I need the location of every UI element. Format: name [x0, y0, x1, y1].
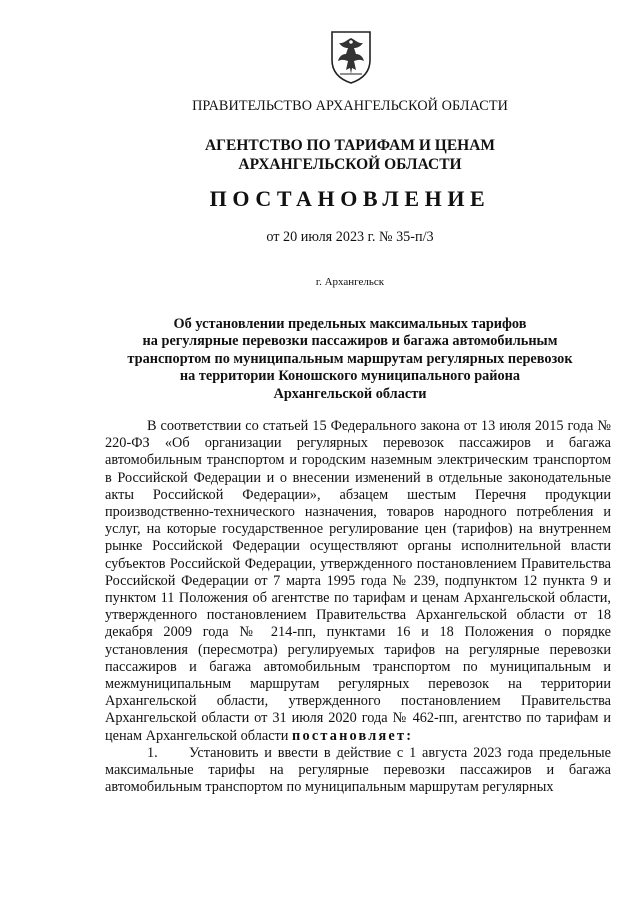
title-line-5: Архангельской области	[273, 385, 427, 402]
document-body	[105, 418, 611, 796]
title-line-4: на территории Коношского муниципального района	[179, 368, 521, 385]
agency-name-line1: АГЕНТСТВО ПО ТАРИФАМ И ЦЕНАМ	[204, 137, 496, 154]
item-1-paragraph	[105, 745, 611, 797]
document-title	[0, 316, 640, 403]
city: г. Архангельск	[315, 276, 385, 288]
document-type: ПОСТАНОВЛЕНИЕ	[209, 186, 491, 211]
date-and-number: от 20 июля 2023 г. № 35-п/3	[266, 229, 434, 245]
title-line-1: Об установлении предельных максимальных тарифов	[173, 316, 527, 332]
title-line-2: на регулярные перевозки пассажиров и багажа автомобильным	[142, 333, 558, 350]
title-line-3: транспортом по муниципальным маршрутам регулярных перевозок	[127, 350, 573, 367]
government-name: ПРАВИТЕЛЬСТВО АРХАНГЕЛЬСКОЙ ОБЛАСТИ	[192, 98, 508, 114]
resolves-word: постановляет:	[292, 727, 414, 744]
item-1-text: Установить и ввести в действие с 1 августа 2023 года предельные максимальные тарифы на регулярные перевозки пассажиров и багажа автомобильным транспортом по муниципальным маршрутам регулярных	[105, 744, 611, 796]
preamble-paragraph	[105, 418, 611, 745]
preamble-text: В соответствии со статьей 15 Федерального закона от 13 июля 2015 года № 220-ФЗ «Об организации регулярных перевозок пассажиров и багажа автомобильным транспортом и городским наземным электрическим транспортом в Российской Федерации и о внесении изменений в отдельные законодательные акты Российской Федерации», абзацем шестым Перечня продукции производственно-технического назначения, товаров народного потребления и услуг, на которые государственное регулирование цен (тарифов) на внутреннем рынке Российской Федерации осуществляют органы исполнительной власти субъектов Российской Федерации, утвержденного постановлением Правительства Российской Федерации от 7 марта 1995 года № 239, подпунктом 12 пункта 9 и пунктом 11 Положения об агентстве по тарифам и ценам Архангельской области, утвержденного постановлением Правительства Архангельской области от 18 декабря 2009 года № 214-пп, пунктами 16 и 18 Положения о порядке установления (пересмотра) регулируемых тарифов на регулярные перевозки пассажиров и багажа автомобильным транспортом по муниципальным и межмуниципальным маршрутам регулярных перевозок на территории Архангельской области, утвержденного постановлением Правительства Архангельской области от 31 июля 2020 года № 462-пп, агентство по тарифам и ценам Архангельской области	[105, 418, 611, 744]
agency-name-line2: АРХАНГЕЛЬСКОЙ ОБЛАСТИ	[238, 156, 462, 173]
coat-of-arms-icon	[330, 30, 372, 84]
item-1-number: 1.	[147, 744, 158, 761]
agency-name	[0, 136, 640, 174]
